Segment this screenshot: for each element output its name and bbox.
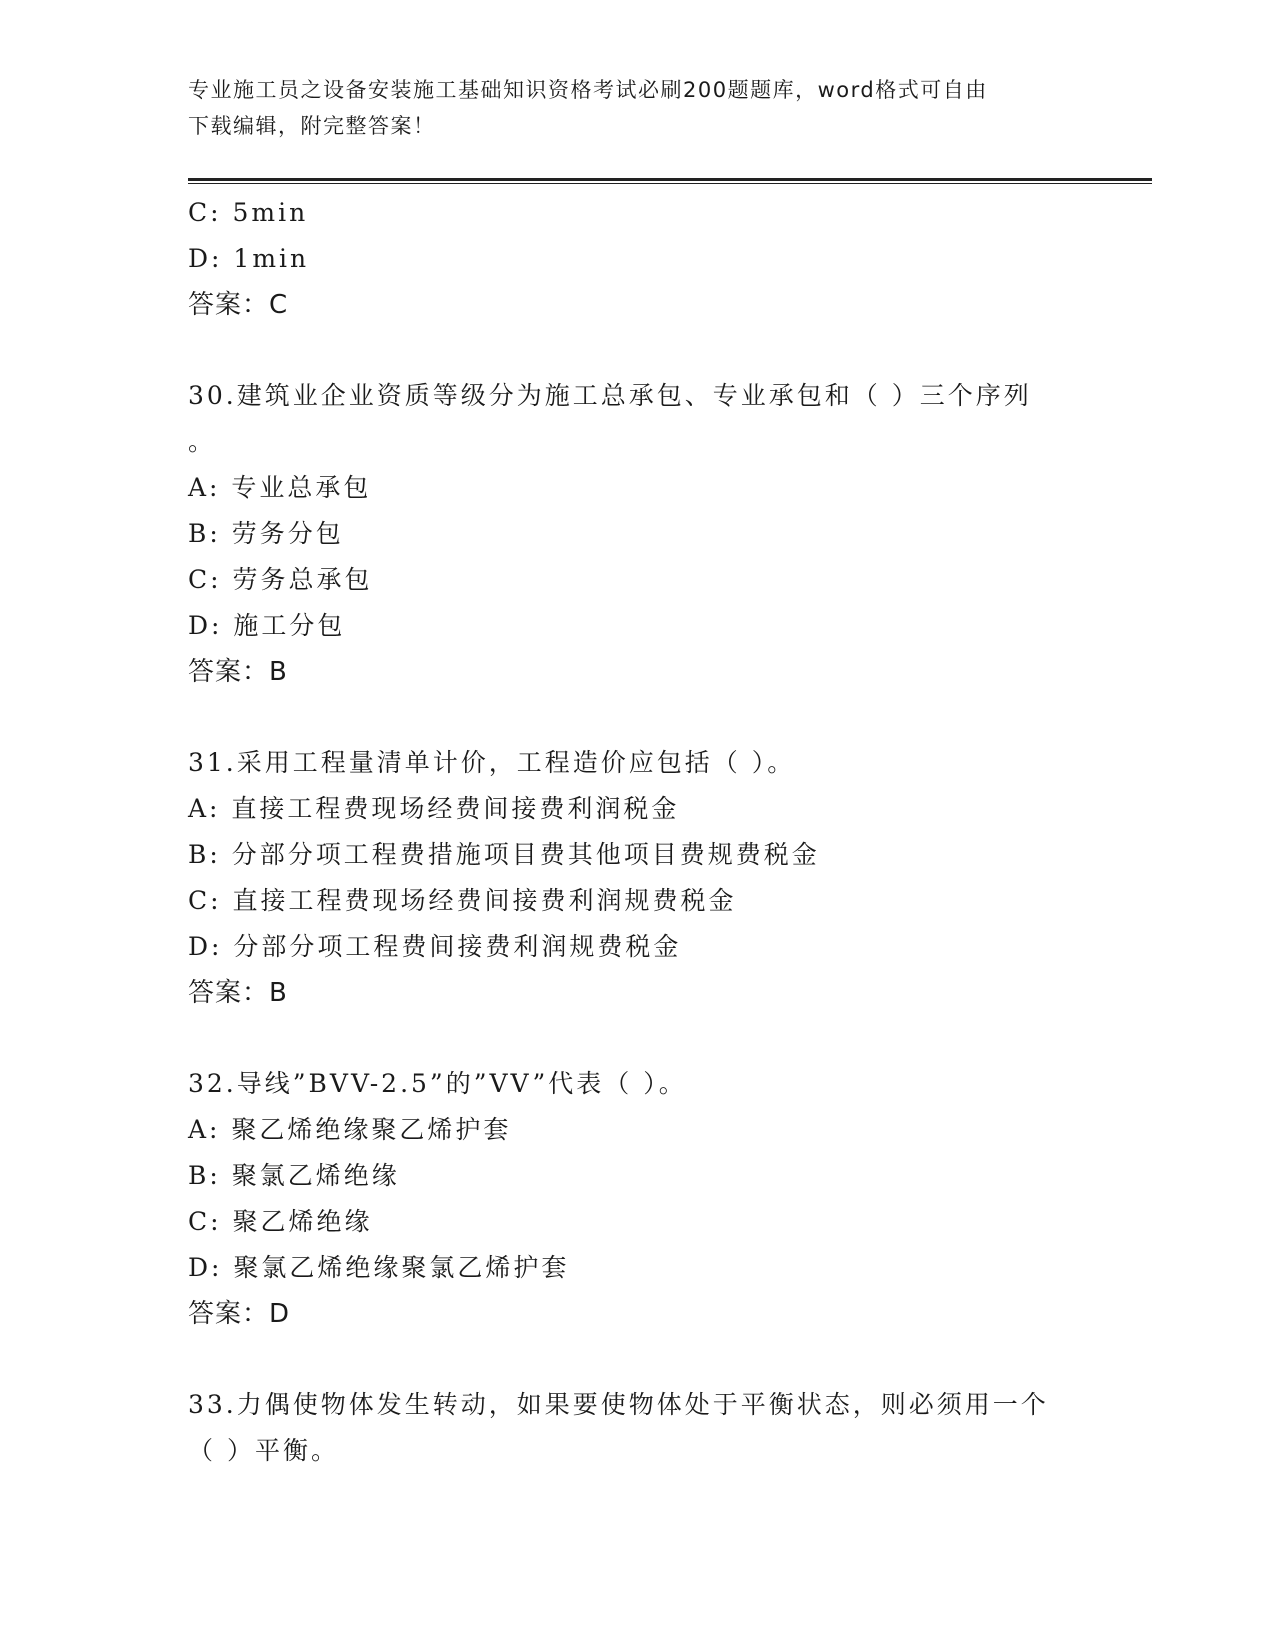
question-list — [188, 190, 1068, 1474]
answer: 答案：B — [188, 978, 288, 1008]
question-30 — [188, 373, 1068, 695]
option-c: C: 5min — [188, 198, 309, 227]
option-b: B: 分部分项工程费措施项目费其他项目费规费税金 — [188, 840, 820, 869]
option-a: A: 专业总承包 — [188, 473, 372, 502]
question-33 — [188, 1382, 1068, 1474]
question-stem-continued: 。 — [188, 427, 217, 456]
question-stem: 30.建筑业企业资质等级分为施工总承包、专业承包和（ ）三个序列 — [188, 381, 1032, 410]
header-divider-thin — [188, 183, 1152, 184]
header-line-1: 专业施工员之设备安装施工基础知识资格考试必刷200题题库，word格式可自由 — [188, 78, 988, 102]
option-c: C: 直接工程费现场经费间接费利润规费税金 — [188, 886, 737, 915]
option-c: C: 劳务总承包 — [188, 565, 373, 594]
answer: 答案：C — [188, 290, 289, 320]
question-32 — [188, 1061, 1068, 1337]
option-d: D: 分部分项工程费间接费利润规费税金 — [188, 932, 682, 961]
question-31 — [188, 740, 1068, 1016]
document-header — [188, 72, 1068, 144]
answer: 答案：B — [188, 657, 288, 687]
question-stem: 32.导线”BVV-2.5”的”VV”代表（ ）。 — [188, 1069, 687, 1098]
header-line-2: 下载编辑，附完整答案！ — [188, 114, 436, 138]
option-b: B: 聚氯乙烯绝缘 — [188, 1161, 400, 1190]
question-stem: 33.力偶使物体发生转动，如果要使物体处于平衡状态，则必须用一个 — [188, 1390, 1049, 1419]
option-d: D: 1min — [188, 244, 310, 273]
answer: 答案：D — [188, 1299, 291, 1329]
question-29 — [188, 190, 1068, 328]
option-d: D: 聚氯乙烯绝缘聚氯乙烯护套 — [188, 1253, 570, 1282]
option-c: C: 聚乙烯绝缘 — [188, 1207, 373, 1236]
question-stem-continued: （ ）平衡。 — [188, 1436, 339, 1465]
option-d: D: 施工分包 — [188, 611, 346, 640]
option-a: A: 直接工程费现场经费间接费利润税金 — [188, 794, 680, 823]
option-a: A: 聚乙烯绝缘聚乙烯护套 — [188, 1115, 512, 1144]
question-stem: 31.采用工程量清单计价，工程造价应包括（ ）。 — [188, 748, 796, 777]
header-divider-thick — [188, 178, 1152, 181]
option-b: B: 劳务分包 — [188, 519, 344, 548]
